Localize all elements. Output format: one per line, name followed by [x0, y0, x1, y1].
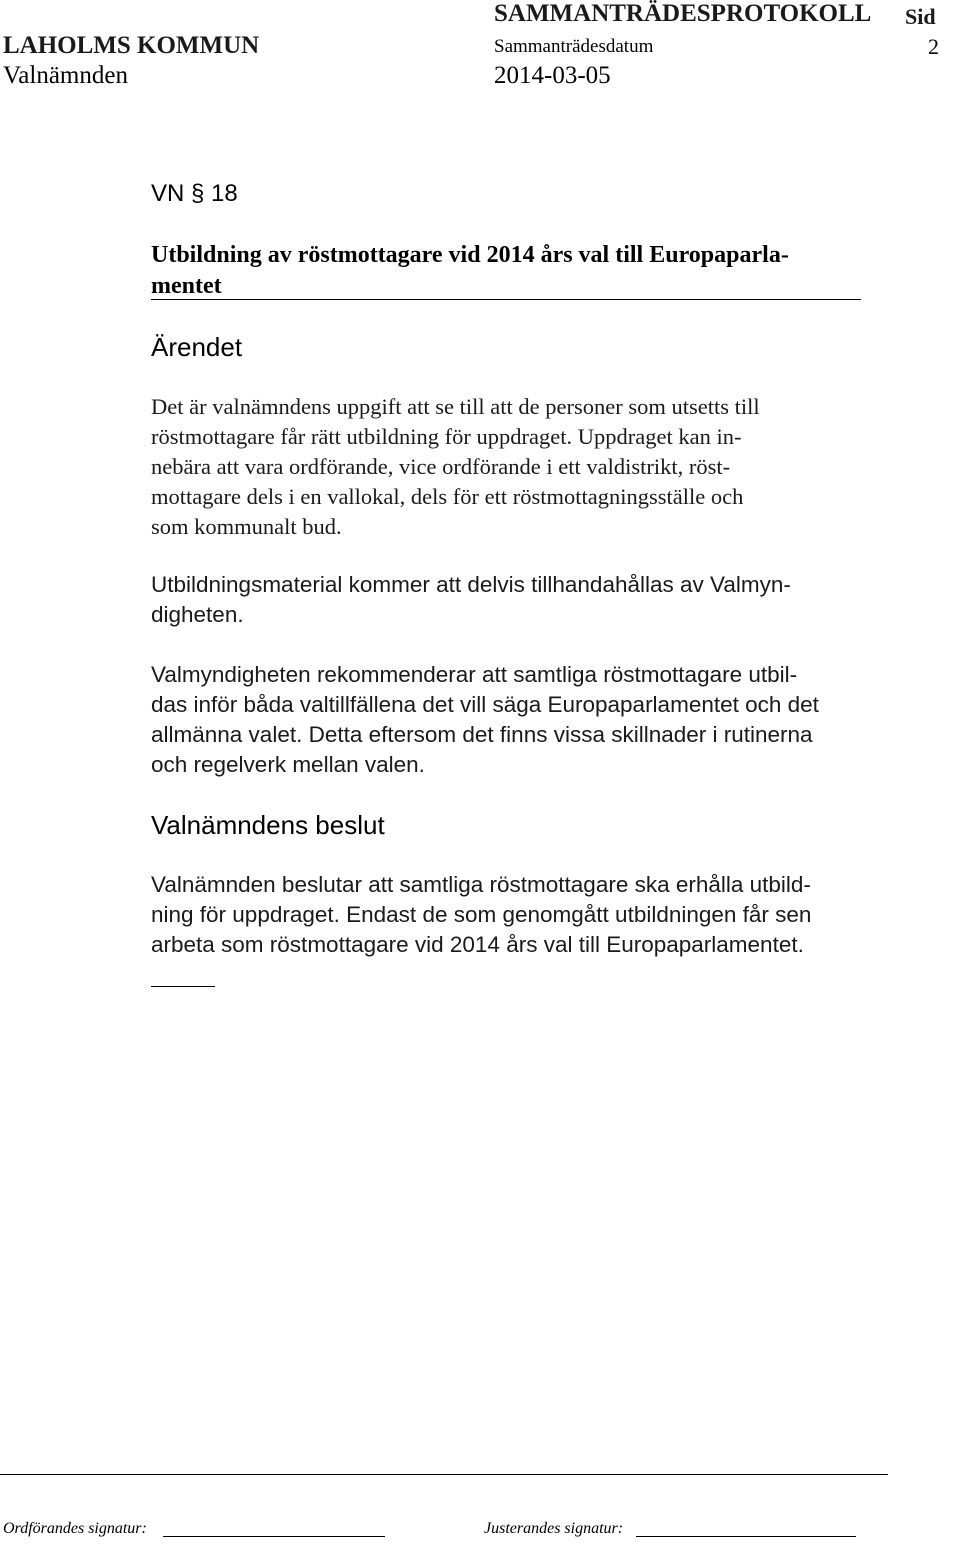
adjuster-signature-label: Justerandes signatur:	[484, 1520, 624, 1537]
text-line: arbeta som röstmottagare vid 2014 års val till Europaparlamentet.	[151, 932, 804, 957]
text-line: Valnämnden beslutar att samtliga röstmottagare ska erhålla utbild-	[151, 872, 811, 897]
decision-heading: Valnämndens beslut	[151, 810, 385, 840]
paragraph-material	[151, 570, 791, 630]
text-line: Det är valnämndens uppgift att se till att de personer som utsetts till	[151, 394, 760, 419]
section-end-rule	[151, 986, 215, 987]
case-title-line: mentet	[151, 273, 222, 299]
page-number: 2	[928, 34, 939, 59]
case-title	[151, 240, 863, 302]
case-title-line: Utbildning av röstmottagare vid 2014 års val till Europaparla-	[151, 242, 789, 268]
paragraph-decision	[151, 870, 811, 960]
paragraph-number: VN § 18	[151, 180, 238, 207]
text-line: och regelverk mellan valen.	[151, 752, 425, 777]
text-line: röstmottagare får rätt utbildning för uppdraget. Uppdraget kan in-	[151, 424, 742, 449]
footer-rule	[0, 1474, 888, 1475]
text-line: Utbildningsmaterial kommer att delvis tillhandahållas av Valmyn-	[151, 572, 791, 597]
text-line: das inför båda valtillfällena det vill säga Europaparlamentet och det	[151, 692, 819, 717]
paragraph-description	[151, 392, 760, 542]
text-line: ning för uppdraget. Endast de som genomgått utbildningen får sen	[151, 902, 812, 927]
committee-name: Valnämnden	[3, 62, 128, 89]
text-line: Valmyndigheten rekommenderar att samtliga röstmottagare utbil-	[151, 662, 798, 687]
document-type-heading: SAMMANTRÄDESPROTOKOLL	[494, 0, 872, 27]
chair-signature-label: Ordförandes signatur:	[3, 1520, 147, 1537]
title-underline	[151, 299, 861, 300]
text-line: allmänna valet. Detta eftersom det finns vissa skillnader i rutinerna	[151, 722, 813, 747]
text-line: som kommunalt bud.	[151, 514, 342, 539]
adjuster-signature-line	[636, 1536, 856, 1537]
organization-name: LAHOLMS KOMMUN	[3, 32, 260, 59]
paragraph-recommendation	[151, 660, 819, 780]
text-line: digheten.	[151, 602, 244, 627]
chair-signature-line	[163, 1536, 385, 1537]
arendet-heading: Ärendet	[151, 332, 243, 362]
text-line: mottagare dels i en vallokal, dels för ett röstmottagningsställe och	[151, 484, 744, 509]
page-label: Sid	[905, 4, 936, 29]
text-line: nebära att vara ordförande, vice ordförande i ett valdistrikt, röst-	[151, 454, 731, 479]
meeting-date: 2014-03-05	[494, 62, 611, 89]
meeting-date-label: Sammanträdesdatum	[494, 36, 654, 57]
